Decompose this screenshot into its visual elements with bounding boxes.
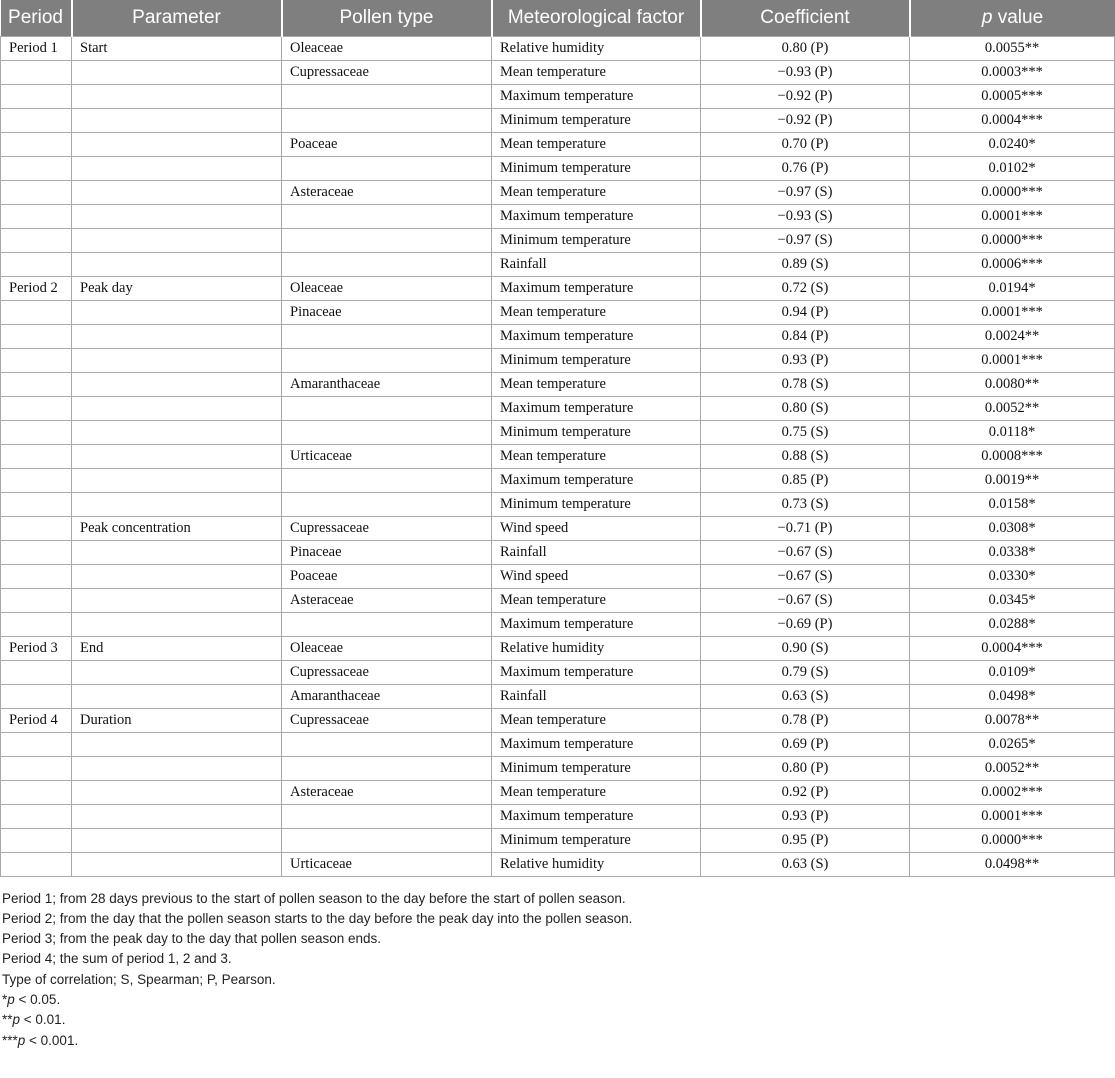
p-value-cell: 0.0345* (910, 588, 1115, 612)
parameter-cell (72, 588, 282, 612)
pollen-type-cell (282, 468, 492, 492)
parameter-cell: Duration (72, 708, 282, 732)
pollen-type-cell: Urticaceae (282, 852, 492, 876)
footnote-period-1: Period 1; from 28 days previous to the start of pollen season to the day before the start of pollen season. (2, 890, 626, 906)
p-value-cell: 0.0102* (910, 156, 1115, 180)
sig-threshold: < 0.05. (14, 991, 61, 1007)
coefficient-cell: 0.63 (S) (701, 684, 910, 708)
coefficient-cell: −0.67 (S) (701, 564, 910, 588)
coefficient-cell: 0.73 (S) (701, 492, 910, 516)
p-value-cell: 0.0003*** (910, 60, 1115, 84)
period-cell (1, 660, 72, 684)
meteorological-factor-cell: Maximum temperature (492, 276, 701, 300)
meteorological-factor-cell: Minimum temperature (492, 756, 701, 780)
coefficient-cell: 0.79 (S) (701, 660, 910, 684)
parameter-cell (72, 852, 282, 876)
table-row (1, 660, 1115, 684)
parameter-cell (72, 492, 282, 516)
meteorological-factor-cell: Maximum temperature (492, 84, 701, 108)
coefficient-cell: 0.63 (S) (701, 852, 910, 876)
parameter-cell (72, 348, 282, 372)
meteorological-factor-cell: Rainfall (492, 540, 701, 564)
table-row (1, 180, 1115, 204)
meteorological-factor-cell: Maximum temperature (492, 324, 701, 348)
p-value-cell: 0.0052** (910, 756, 1115, 780)
coefficient-cell: 0.76 (P) (701, 156, 910, 180)
period-cell (1, 780, 72, 804)
meteorological-factor-cell: Mean temperature (492, 60, 701, 84)
table-row (1, 300, 1115, 324)
header-parameter: Parameter (72, 0, 282, 36)
p-value-cell: 0.0001*** (910, 300, 1115, 324)
coefficient-cell: 0.93 (P) (701, 348, 910, 372)
table-row (1, 228, 1115, 252)
p-value-cell: 0.0080** (910, 372, 1115, 396)
table-row (1, 324, 1115, 348)
meteorological-factor-cell: Mean temperature (492, 372, 701, 396)
parameter-cell (72, 540, 282, 564)
parameter-cell (72, 780, 282, 804)
pollen-type-cell: Asteraceae (282, 180, 492, 204)
sig-marker: ** (2, 1012, 13, 1028)
p-value-cell: 0.0498** (910, 852, 1115, 876)
header-p-value-label: value (992, 6, 1044, 28)
header-coefficient: Coefficient (701, 0, 910, 36)
table-row (1, 732, 1115, 756)
period-cell (1, 804, 72, 828)
pollen-type-cell: Oleaceae (282, 36, 492, 60)
table-row (1, 36, 1115, 60)
meteorological-factor-cell: Minimum temperature (492, 108, 701, 132)
table-row (1, 396, 1115, 420)
coefficient-cell: 0.90 (S) (701, 636, 910, 660)
parameter-cell: Start (72, 36, 282, 60)
table-row (1, 156, 1115, 180)
table-row (1, 492, 1115, 516)
meteorological-factor-cell: Minimum temperature (492, 228, 701, 252)
parameter-cell (72, 828, 282, 852)
footnote-significance-1 (2, 990, 1115, 1010)
header-meteorological-factor: Meteorological factor (492, 0, 701, 36)
p-value-cell: 0.0006*** (910, 252, 1115, 276)
p-value-cell: 0.0052** (910, 396, 1115, 420)
pollen-type-cell: Poaceae (282, 132, 492, 156)
parameter-cell (72, 660, 282, 684)
parameter-cell (72, 804, 282, 828)
period-cell (1, 324, 72, 348)
p-value-cell: 0.0000*** (910, 180, 1115, 204)
footnote-significance-3 (2, 1031, 1115, 1051)
parameter-cell: Peak concentration (72, 516, 282, 540)
table-row (1, 540, 1115, 564)
parameter-cell (72, 156, 282, 180)
coefficient-cell: 0.80 (P) (701, 36, 910, 60)
parameter-cell (72, 84, 282, 108)
pollen-type-cell (282, 828, 492, 852)
pollen-type-cell: Amaranthaceae (282, 372, 492, 396)
table-row (1, 348, 1115, 372)
meteorological-factor-cell: Maximum temperature (492, 660, 701, 684)
table-row (1, 468, 1115, 492)
meteorological-factor-cell: Minimum temperature (492, 348, 701, 372)
pollen-type-cell: Asteraceae (282, 780, 492, 804)
parameter-cell (72, 60, 282, 84)
coefficient-cell: −0.92 (P) (701, 108, 910, 132)
pollen-type-cell (282, 324, 492, 348)
sig-p: p (17, 1032, 26, 1048)
footnote-significance-2 (2, 1010, 1115, 1030)
coefficient-cell: −0.97 (S) (701, 180, 910, 204)
p-value-cell: 0.0078** (910, 708, 1115, 732)
table-row (1, 108, 1115, 132)
p-value-cell: 0.0001*** (910, 804, 1115, 828)
period-cell (1, 828, 72, 852)
table-row (1, 636, 1115, 660)
p-value-cell: 0.0004*** (910, 636, 1115, 660)
footnote-period-4: Period 4; the sum of period 1, 2 and 3. (2, 951, 232, 967)
period-cell (1, 228, 72, 252)
p-value-cell: 0.0338* (910, 540, 1115, 564)
pollen-type-cell (282, 252, 492, 276)
p-value-cell: 0.0288* (910, 612, 1115, 636)
sig-marker: *** (2, 1032, 18, 1048)
meteorological-factor-cell: Wind speed (492, 564, 701, 588)
meteorological-factor-cell: Maximum temperature (492, 612, 701, 636)
meteorological-factor-cell: Mean temperature (492, 780, 701, 804)
coefficient-cell: −0.67 (S) (701, 540, 910, 564)
p-value-cell: 0.0240* (910, 132, 1115, 156)
meteorological-factor-cell: Mean temperature (492, 180, 701, 204)
coefficient-cell: 0.75 (S) (701, 420, 910, 444)
parameter-cell (72, 300, 282, 324)
table-row (1, 420, 1115, 444)
sig-marker: * (2, 991, 8, 1007)
table-row (1, 612, 1115, 636)
coefficient-cell: 0.78 (S) (701, 372, 910, 396)
pollen-type-cell (282, 348, 492, 372)
period-cell (1, 60, 72, 84)
parameter-cell (72, 108, 282, 132)
meteorological-factor-cell: Maximum temperature (492, 804, 701, 828)
coefficient-cell: 0.85 (P) (701, 468, 910, 492)
table-row (1, 60, 1115, 84)
table-row (1, 276, 1115, 300)
coefficient-cell: 0.80 (P) (701, 756, 910, 780)
period-cell (1, 588, 72, 612)
period-cell (1, 564, 72, 588)
table-row (1, 132, 1115, 156)
period-cell (1, 444, 72, 468)
p-value-cell: 0.0118* (910, 420, 1115, 444)
meteorological-factor-cell: Maximum temperature (492, 204, 701, 228)
header-p-italic: p (981, 6, 993, 28)
period-cell (1, 612, 72, 636)
period-cell (1, 300, 72, 324)
p-value-cell: 0.0005*** (910, 84, 1115, 108)
period-cell (1, 348, 72, 372)
pollen-type-cell (282, 612, 492, 636)
meteorological-factor-cell: Wind speed (492, 516, 701, 540)
parameter-cell (72, 252, 282, 276)
period-cell (1, 732, 72, 756)
meteorological-factor-cell: Minimum temperature (492, 420, 701, 444)
p-value-cell: 0.0055** (910, 36, 1115, 60)
table-row (1, 852, 1115, 876)
period-cell (1, 420, 72, 444)
coefficient-cell: 0.94 (P) (701, 300, 910, 324)
parameter-cell (72, 564, 282, 588)
table-row (1, 708, 1115, 732)
table-row (1, 564, 1115, 588)
p-value-cell: 0.0000*** (910, 828, 1115, 852)
meteorological-factor-cell: Maximum temperature (492, 732, 701, 756)
parameter-cell (72, 444, 282, 468)
footnote-correlation-type: Type of correlation; S, Spearman; P, Pearson. (2, 971, 276, 987)
parameter-cell (72, 180, 282, 204)
pollen-type-cell (282, 804, 492, 828)
period-cell (1, 756, 72, 780)
p-value-cell: 0.0498* (910, 684, 1115, 708)
period-cell (1, 468, 72, 492)
sig-p: p (12, 1012, 21, 1028)
table-row (1, 204, 1115, 228)
table-row (1, 684, 1115, 708)
table-row (1, 804, 1115, 828)
table-row (1, 588, 1115, 612)
parameter-cell (72, 684, 282, 708)
coefficient-cell: 0.84 (P) (701, 324, 910, 348)
sig-threshold: < 0.01. (20, 1012, 66, 1028)
coefficient-cell: −0.93 (P) (701, 60, 910, 84)
p-value-cell: 0.0001*** (910, 204, 1115, 228)
meteorological-factor-cell: Maximum temperature (492, 396, 701, 420)
coefficient-cell: −0.69 (P) (701, 612, 910, 636)
p-value-cell: 0.0265* (910, 732, 1115, 756)
table-row (1, 828, 1115, 852)
coefficient-cell: −0.97 (S) (701, 228, 910, 252)
pollen-type-cell: Asteraceae (282, 588, 492, 612)
p-value-cell: 0.0000*** (910, 228, 1115, 252)
footnote-period-2: Period 2; from the day that the pollen season starts to the day before the peak day into the pollen season. (2, 910, 633, 926)
sig-threshold: < 0.001. (25, 1032, 79, 1048)
period-cell (1, 540, 72, 564)
period-cell (1, 204, 72, 228)
table-row (1, 84, 1115, 108)
p-value-cell: 0.0024** (910, 324, 1115, 348)
parameter-cell (72, 204, 282, 228)
table-row (1, 444, 1115, 468)
coefficient-cell: −0.92 (P) (701, 84, 910, 108)
header-row (1, 0, 1115, 36)
pollen-type-cell (282, 492, 492, 516)
coefficient-cell: 0.95 (P) (701, 828, 910, 852)
table-row (1, 252, 1115, 276)
meteorological-factor-cell: Minimum temperature (492, 156, 701, 180)
meteorological-factor-cell: Minimum temperature (492, 492, 701, 516)
meteorological-factor-cell: Minimum temperature (492, 828, 701, 852)
parameter-cell (72, 468, 282, 492)
pollen-type-cell: Cupressaceae (282, 516, 492, 540)
coefficient-cell: −0.71 (P) (701, 516, 910, 540)
p-value-cell: 0.0008*** (910, 444, 1115, 468)
p-value-cell: 0.0001*** (910, 348, 1115, 372)
period-cell (1, 516, 72, 540)
period-cell (1, 156, 72, 180)
header-pollen-type: Pollen type (282, 0, 492, 36)
period-cell (1, 180, 72, 204)
period-cell: Period 3 (1, 636, 72, 660)
pollen-type-cell (282, 108, 492, 132)
table-body (1, 36, 1115, 876)
pollen-type-cell (282, 756, 492, 780)
meteorological-factor-cell: Mean temperature (492, 444, 701, 468)
meteorological-factor-cell: Rainfall (492, 684, 701, 708)
pollen-type-cell: Pinaceae (282, 300, 492, 324)
coefficient-cell: 0.78 (P) (701, 708, 910, 732)
period-cell: Period 1 (1, 36, 72, 60)
coefficient-cell: −0.67 (S) (701, 588, 910, 612)
p-value-cell: 0.0109* (910, 660, 1115, 684)
p-value-cell: 0.0158* (910, 492, 1115, 516)
coefficient-cell: 0.88 (S) (701, 444, 910, 468)
pollen-type-cell (282, 420, 492, 444)
meteorological-factor-cell: Mean temperature (492, 132, 701, 156)
coefficient-cell: 0.93 (P) (701, 804, 910, 828)
meteorological-factor-cell: Relative humidity (492, 852, 701, 876)
table-row (1, 756, 1115, 780)
meteorological-factor-cell: Relative humidity (492, 36, 701, 60)
pollen-type-cell: Urticaceae (282, 444, 492, 468)
parameter-cell (72, 756, 282, 780)
p-value-cell: 0.0194* (910, 276, 1115, 300)
parameter-cell (72, 372, 282, 396)
parameter-cell (72, 420, 282, 444)
period-cell: Period 2 (1, 276, 72, 300)
pollen-type-cell (282, 732, 492, 756)
parameter-cell (72, 324, 282, 348)
parameter-cell (72, 396, 282, 420)
pollen-type-cell: Oleaceae (282, 636, 492, 660)
pollen-type-cell: Cupressaceae (282, 660, 492, 684)
pollen-type-cell: Oleaceae (282, 276, 492, 300)
coefficient-cell: 0.89 (S) (701, 252, 910, 276)
header-p-value (910, 0, 1115, 36)
pollen-type-cell (282, 156, 492, 180)
coefficient-cell: 0.69 (P) (701, 732, 910, 756)
parameter-cell (72, 132, 282, 156)
period-cell (1, 492, 72, 516)
period-cell (1, 372, 72, 396)
meteorological-factor-cell: Mean temperature (492, 708, 701, 732)
pollen-type-cell (282, 84, 492, 108)
p-value-cell: 0.0004*** (910, 108, 1115, 132)
period-cell (1, 684, 72, 708)
pollen-type-cell (282, 228, 492, 252)
period-cell (1, 84, 72, 108)
p-value-cell: 0.0330* (910, 564, 1115, 588)
parameter-cell: Peak day (72, 276, 282, 300)
p-value-cell: 0.0019** (910, 468, 1115, 492)
parameter-cell (72, 732, 282, 756)
meteorological-factor-cell: Maximum temperature (492, 468, 701, 492)
pollen-type-cell: Amaranthaceae (282, 684, 492, 708)
table-footnotes (0, 889, 1115, 1051)
parameter-cell (72, 228, 282, 252)
period-cell (1, 108, 72, 132)
footnote-period-3: Period 3; from the peak day to the day that pollen season ends. (2, 931, 381, 947)
p-value-cell: 0.0308* (910, 516, 1115, 540)
parameter-cell (72, 612, 282, 636)
period-cell (1, 396, 72, 420)
table-row (1, 516, 1115, 540)
pollen-type-cell (282, 204, 492, 228)
period-cell: Period 4 (1, 708, 72, 732)
pollen-type-cell: Poaceae (282, 564, 492, 588)
p-value-cell: 0.0002*** (910, 780, 1115, 804)
meteorological-factor-cell: Mean temperature (492, 588, 701, 612)
coefficient-cell: 0.72 (S) (701, 276, 910, 300)
coefficient-cell: 0.80 (S) (701, 396, 910, 420)
period-cell (1, 132, 72, 156)
pollen-type-cell: Cupressaceae (282, 60, 492, 84)
table-row (1, 780, 1115, 804)
meteorological-factor-cell: Relative humidity (492, 636, 701, 660)
parameter-cell: End (72, 636, 282, 660)
period-cell (1, 852, 72, 876)
period-cell (1, 252, 72, 276)
coefficient-cell: −0.93 (S) (701, 204, 910, 228)
sig-p: p (7, 991, 15, 1007)
coefficient-cell: 0.70 (P) (701, 132, 910, 156)
coefficient-cell: 0.92 (P) (701, 780, 910, 804)
table-row (1, 372, 1115, 396)
header-period: Period (1, 0, 72, 36)
pollen-type-cell: Pinaceae (282, 540, 492, 564)
pollen-type-cell (282, 396, 492, 420)
meteorological-factor-cell: Rainfall (492, 252, 701, 276)
pollen-type-cell: Cupressaceae (282, 708, 492, 732)
meteorological-factor-cell: Mean temperature (492, 300, 701, 324)
